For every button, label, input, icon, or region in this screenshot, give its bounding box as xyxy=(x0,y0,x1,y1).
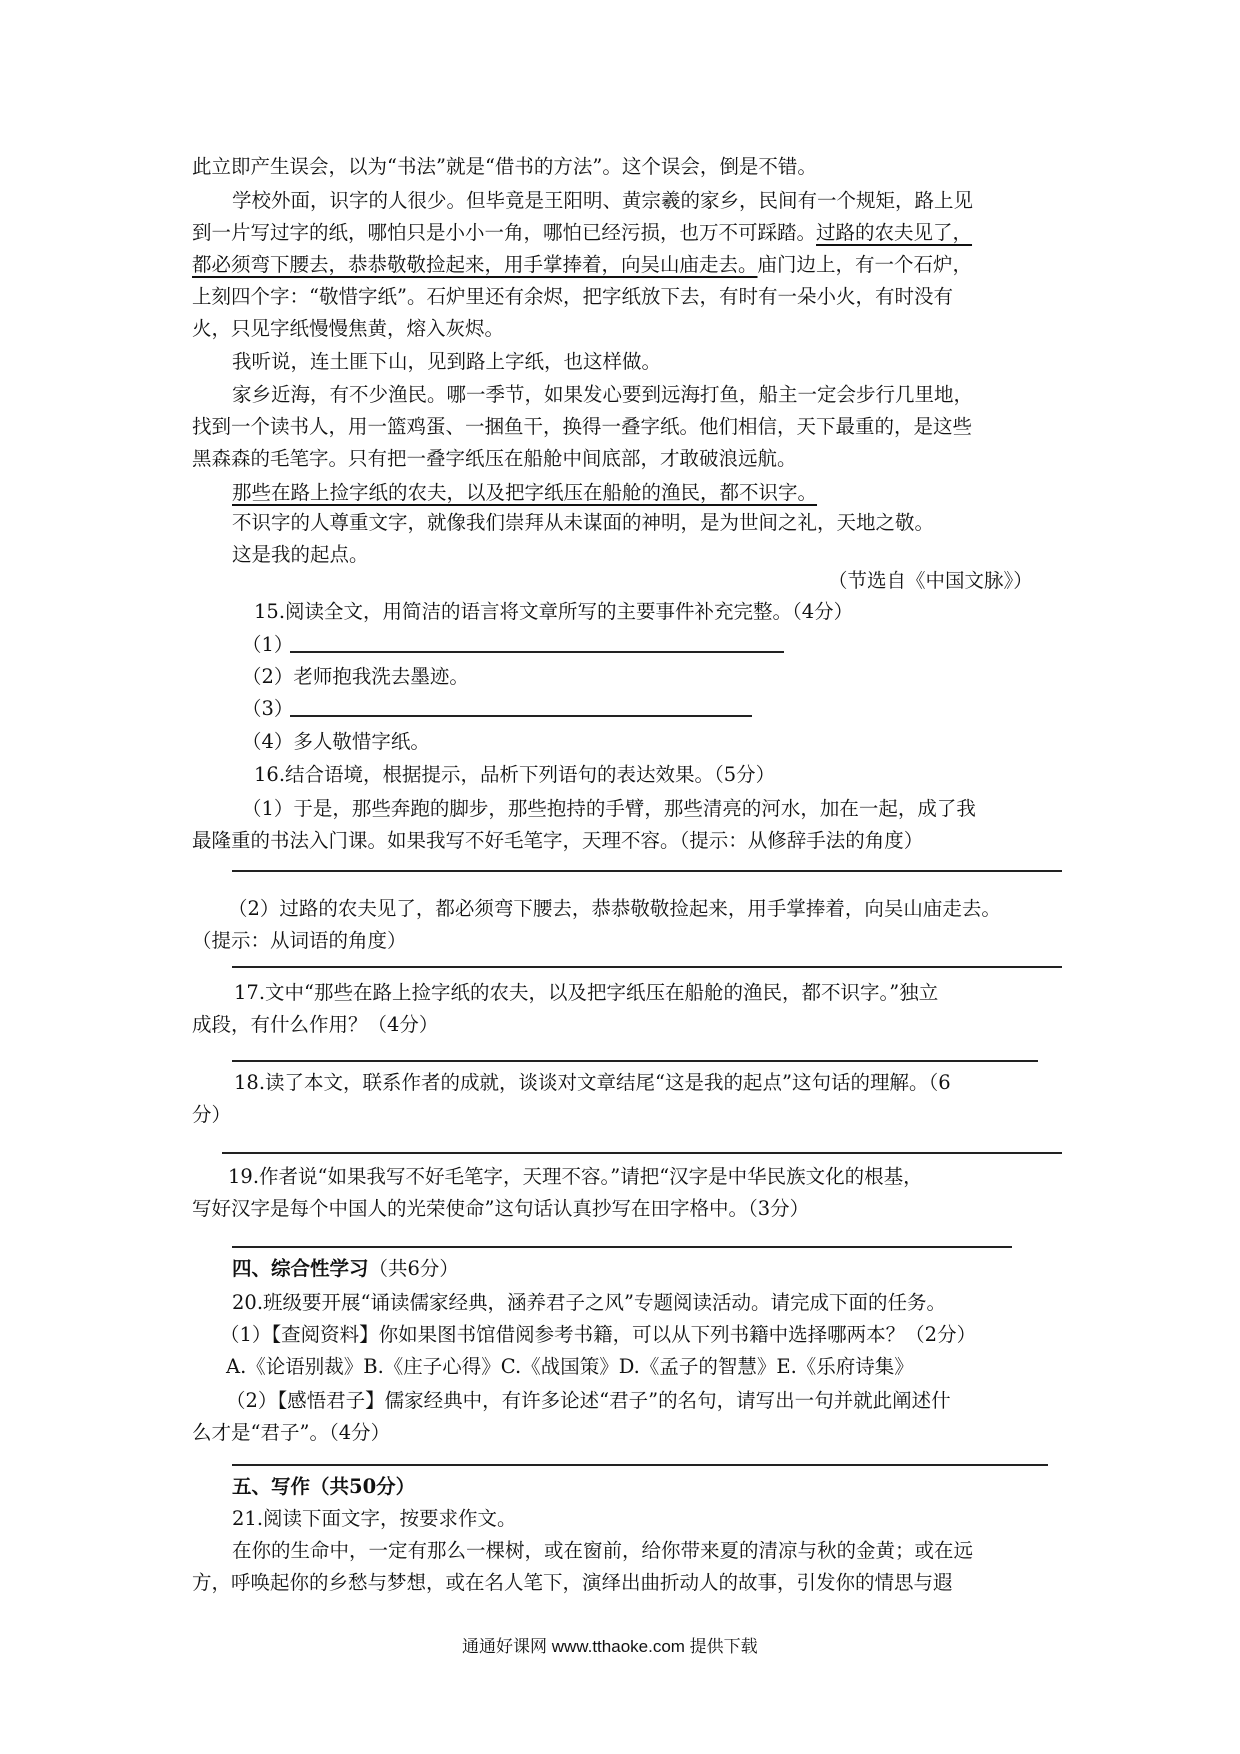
answer-line[interactable] xyxy=(232,1060,1038,1062)
question-21: 21.阅读下面文字，按要求作文。 xyxy=(232,1507,517,1530)
question-16-1: （1）于是，那些奔跑的脚步，那些抱持的手臂，那些清亮的河水，加在一起，成了我 xyxy=(242,797,976,820)
question-20-2: 么才是“君子”。（4分） xyxy=(192,1421,391,1444)
section-title: 四、综合性学习 xyxy=(232,1257,369,1280)
answer-line[interactable] xyxy=(222,1152,1062,1154)
passage-line: 此立即产生误会，以为“书法”就是“借书的方法”。这个误会，倒是不错。 xyxy=(192,155,817,178)
passage-line: 学校外面，识字的人很少。但毕竟是王阳明、黄宗羲的家乡，民间有一个规矩，路上见 xyxy=(232,189,974,212)
passage-line xyxy=(232,478,817,508)
passage-source: （节选自《中国文脉》） xyxy=(828,569,1033,592)
passage-line: 家乡近海，有不少渔民。哪一季节，如果发心要到远海打鱼，船主一定会步行几里地， xyxy=(232,383,974,406)
underlined-sentence: 过路的农夫见了， xyxy=(816,221,973,244)
question-16-1: 最隆重的书法入门课。如果我写不好毛笔字，天理不容。（提示：从修辞手法的角度） xyxy=(192,829,924,852)
passage-line: 黑森森的毛笔字。只有把一叠字纸压在船舱中间底部，才敢破浪远航。 xyxy=(192,447,797,470)
question-20: 20.班级要开展“诵读儒家经典，涵养君子之风”专题阅读活动。请完成下面的任务。 xyxy=(232,1291,946,1314)
answer-line[interactable] xyxy=(232,1246,1012,1248)
question-17: 成段，有什么作用？（4分） xyxy=(192,1013,439,1036)
answer-line[interactable] xyxy=(232,1464,1048,1466)
question-18: 18.读了本文，联系作者的成就，谈谈对文章结尾“这是我的起点”这句话的理解。（6 xyxy=(234,1071,951,1094)
passage-text: 庙门边上，有一个石炉， xyxy=(757,253,973,276)
question-16: 16.结合语境，根据提示，品析下列语句的表达效果。（5分） xyxy=(254,763,776,786)
question-15-2: （2）老师抱我洗去墨迹。 xyxy=(242,665,469,688)
question-15: 15.阅读全文，用简洁的语言将文章所写的主要事件补充完整。（4分） xyxy=(254,600,854,623)
question-20-2: （2）【感悟君子】儒家经典中，有许多论述“君子”的名句，请写出一句并就此阐述什 xyxy=(226,1389,951,1412)
prompt-line: 在你的生命中，一定有那么一棵树，或在窗前，给你带来夏的清凉与秋的金黄；或在远 xyxy=(232,1539,974,1562)
section-heading xyxy=(232,1254,459,1284)
passage-text: 到一片写过字的纸，哪怕只是小小一角，哪怕已经污损，也万不可踩踏。 xyxy=(192,221,817,244)
question-17: 17.文中“那些在路上捡字纸的农夫，以及把字纸压在船舱的渔民，都不识字。”独立 xyxy=(234,981,939,1004)
answer-line[interactable] xyxy=(290,651,784,653)
question-19: 写好汉字是每个中国人的光荣使命”这句话认真抄写在田字格中。（3分） xyxy=(192,1197,810,1220)
question-15-4: （4）多人敬惜字纸。 xyxy=(242,730,430,753)
question-15-3: （3） xyxy=(242,697,294,720)
passage-line xyxy=(192,250,972,280)
prompt-line: 方，呼唤起你的乡愁与梦想，或在名人笔下，演绎出曲折动人的故事，引发你的情思与遐 xyxy=(192,1571,953,1594)
question-16-2: （2）过路的农夫见了，都必须弯下腰去，恭恭敬敬捡起来，用手掌捧着，向吴山庙走去。 xyxy=(228,897,1001,920)
answer-line[interactable] xyxy=(232,966,1062,968)
question-20-1: （1）【查阅资料】你如果图书馆借阅参考书籍，可以从下列书籍中选择哪两本？（2分） xyxy=(220,1323,977,1346)
answer-line[interactable] xyxy=(232,870,1062,872)
passage-line: 火，只见字纸慢慢焦黄，熔入灰烬。 xyxy=(192,317,505,340)
underlined-sentence: 那些在路上捡字纸的农夫，以及把字纸压在船舱的渔民，都不识字。 xyxy=(232,481,818,504)
passage-line: 我听说，连土匪下山，见到路上字纸，也这样做。 xyxy=(232,350,662,373)
answer-line[interactable] xyxy=(290,715,752,717)
page-footer: 通通好课网 www.tthaoke.com 提供下载 xyxy=(462,1637,758,1656)
passage-line: 上刻四个字：“敬惜字纸”。石炉里还有余烬，把字纸放下去，有时有一朵小火，有时没有 xyxy=(192,285,953,308)
passage-line: 不识字的人尊重文字，就像我们崇拜从未谋面的神明，是为世间之礼，天地之敬。 xyxy=(232,511,935,534)
passage-line: 找到一个读书人，用一篮鸡蛋、一捆鱼干，换得一叠字纸。他们相信，天下最重的，是这些 xyxy=(192,415,973,438)
section-points: （共6分） xyxy=(368,1257,459,1280)
question-16-2: （提示：从词语的角度） xyxy=(192,929,407,952)
question-15-1: （1） xyxy=(242,633,294,656)
section-heading: 五、写作（共50分） xyxy=(232,1475,416,1498)
passage-line xyxy=(192,218,972,248)
passage-line: 这是我的起点。 xyxy=(232,543,369,566)
underlined-sentence: 都必须弯下腰去，恭恭敬敬捡起来，用手掌捧着，向吴山庙走去。 xyxy=(192,253,758,276)
book-options: A.《论语别裁》B.《庄子心得》C.《战国策》D.《孟子的智慧》E.《乐府诗集》 xyxy=(226,1355,914,1378)
question-18: 分） xyxy=(192,1103,232,1126)
question-19: 19.作者说“如果我写不好毛笔字，天理不容。”请把“汉字是中华民族文化的根基， xyxy=(228,1165,923,1188)
